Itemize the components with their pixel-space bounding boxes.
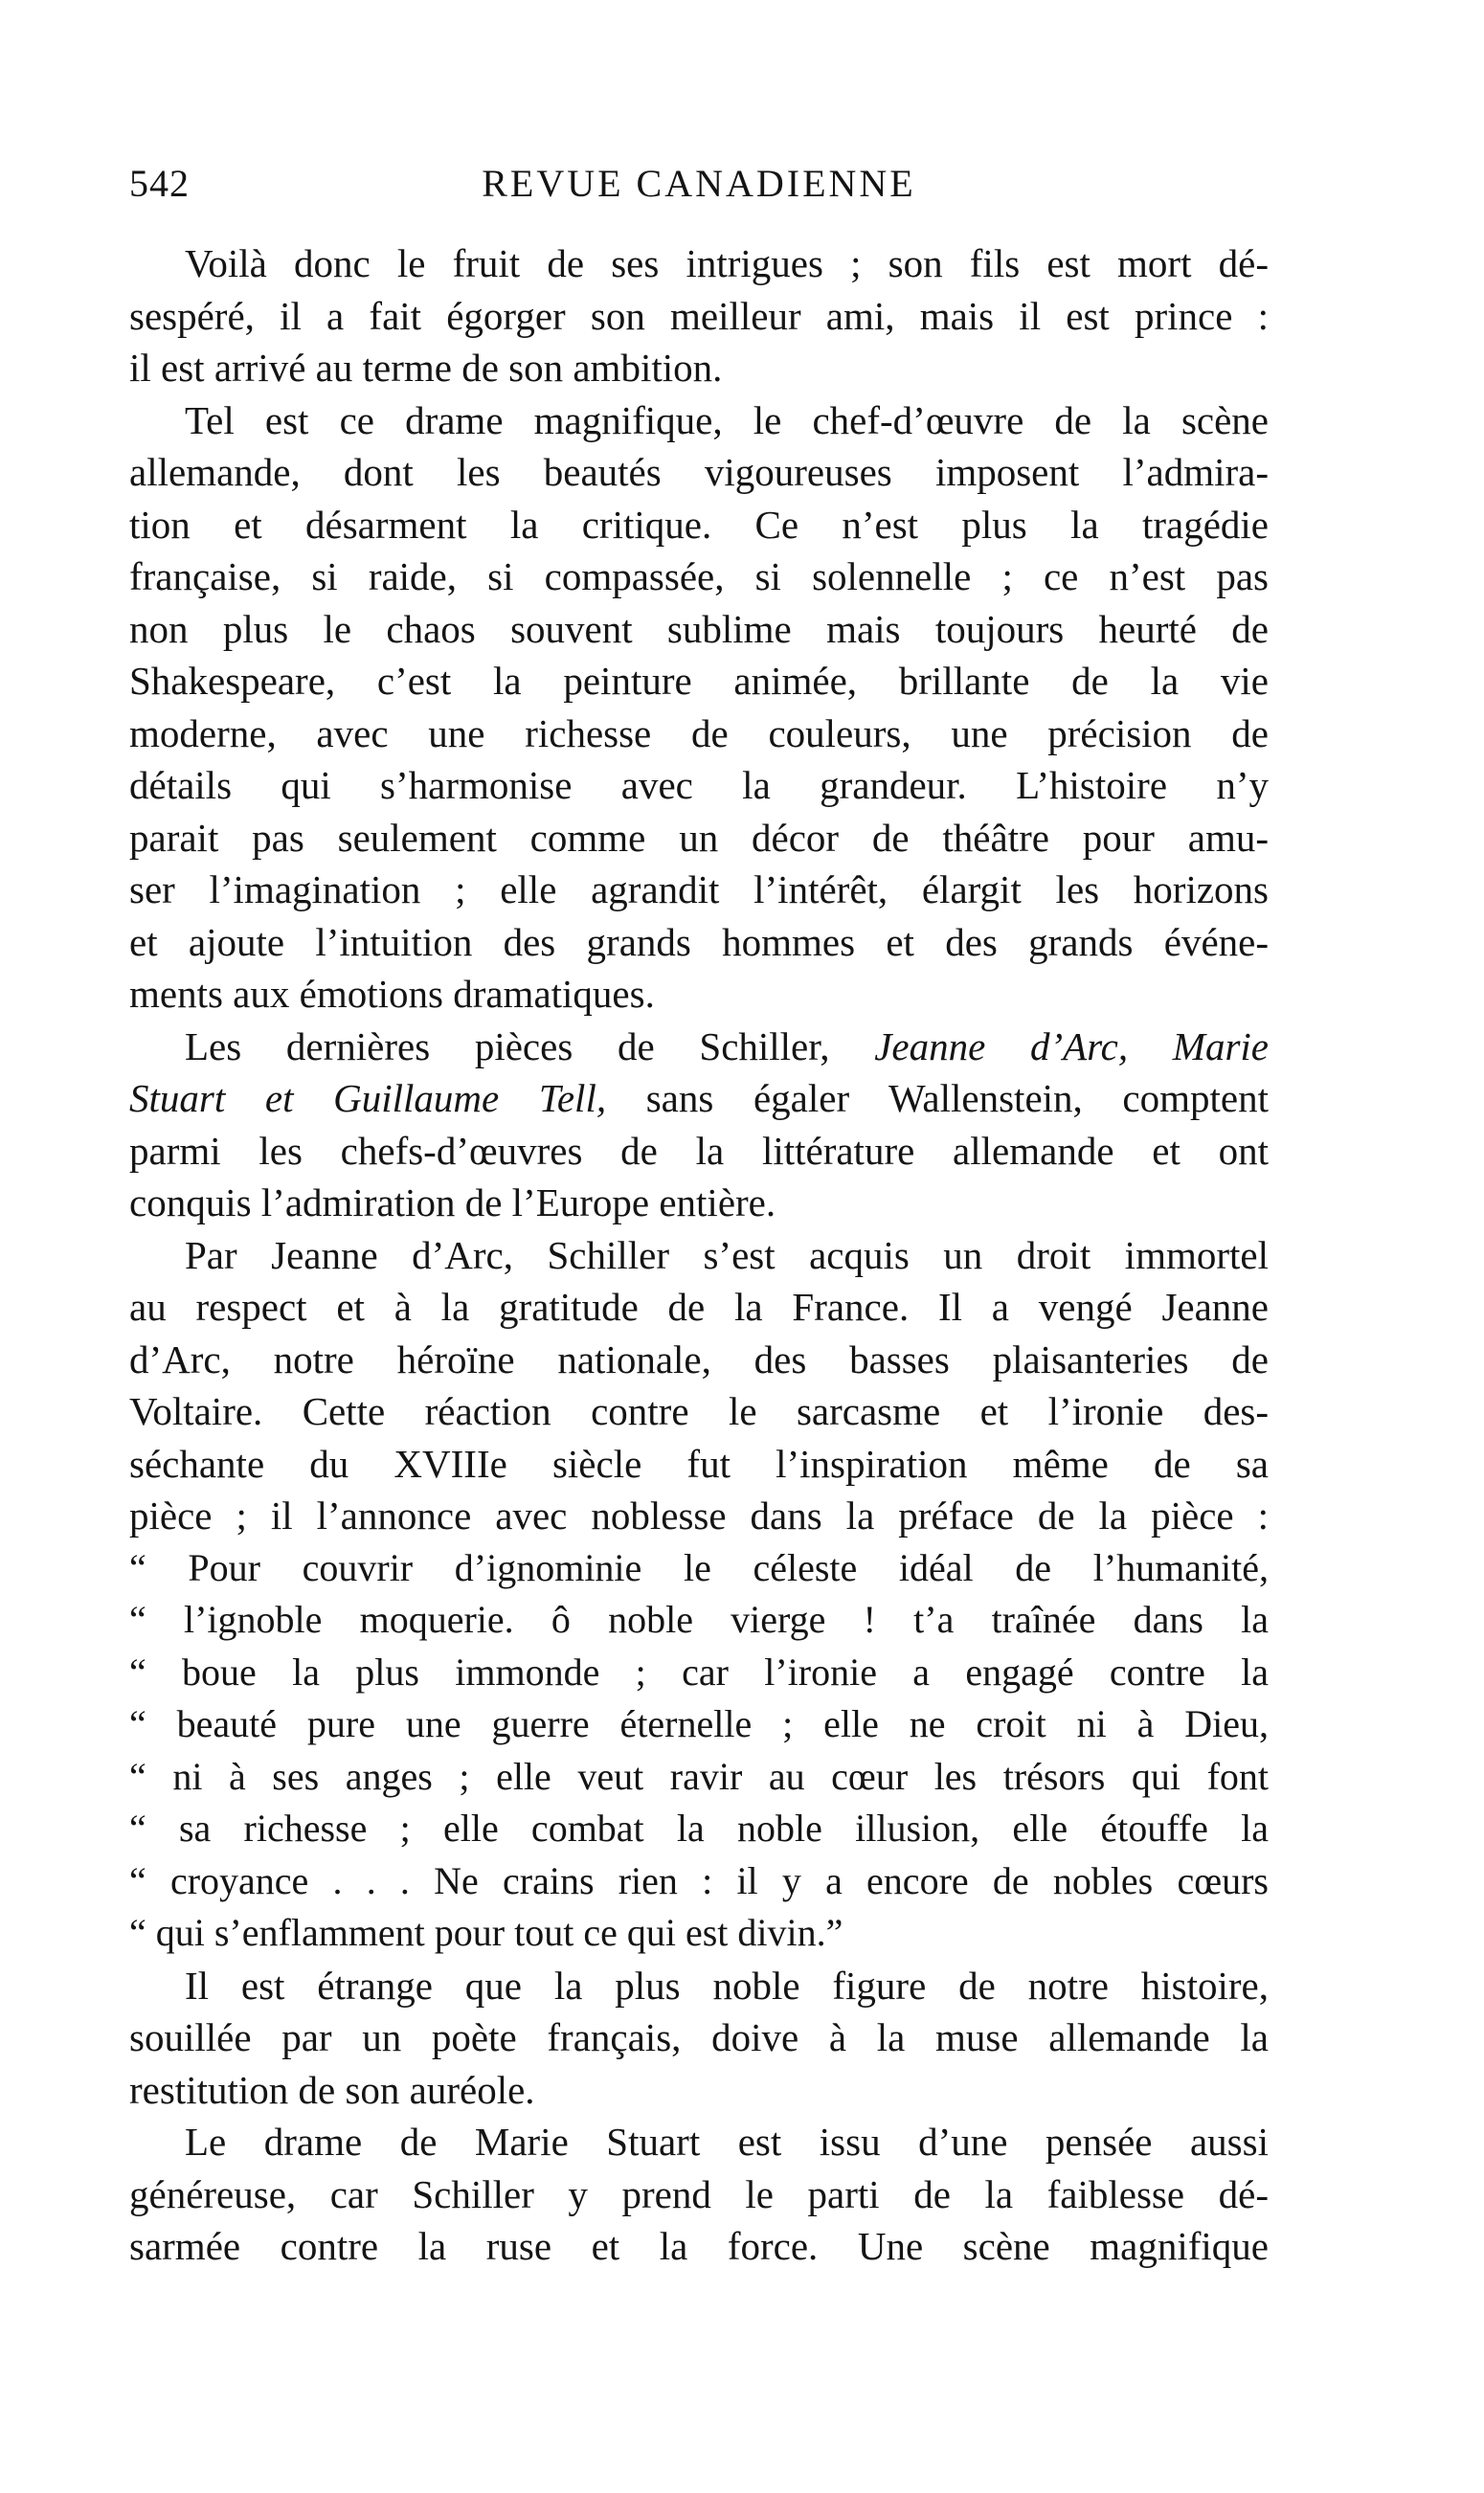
- text-segment: sans égaler Wallenstein, comptent: [606, 1076, 1269, 1120]
- text-line: non plus le chaos souvent sublime mais toujours heurté de: [129, 606, 1269, 651]
- quote-line: “ beauté pure une guerre éternelle ; elle ne croit ni à Dieu,: [129, 1702, 1269, 1745]
- running-head: REVUE CANADIENNE: [482, 162, 916, 205]
- quote-line: “ qui s’enflamment pour tout ce qui est divin.”: [129, 1911, 843, 1954]
- text-line: parmi les chefs-d’œuvres de la littérature allemande et ont: [129, 1128, 1269, 1173]
- text-line: séchante du XVIIIe siècle fut l’inspiration même de sa: [129, 1441, 1269, 1486]
- quote-line: “ sa richesse ; elle combat la noble illusion, elle étouffe la: [129, 1807, 1269, 1850]
- quote-line: “ l’ignoble moquerie. ô noble vierge ! t’a traînée dans la: [129, 1598, 1269, 1641]
- text-line: et ajoute l’intuition des grands hommes et des grands événe-: [129, 919, 1269, 964]
- quote-line: “ ni à ses anges ; elle veut ravir au cœur les trésors qui font: [129, 1754, 1269, 1798]
- text-line: restitution de son auréole.: [129, 2067, 535, 2112]
- text-line: conquis l’admiration de l’Europe entière.: [129, 1180, 776, 1224]
- text-line: détails qui s’harmonise avec la grandeur. L’histoire n’y: [129, 763, 1269, 807]
- text-line: Voltaire. Cette réaction contre le sarcasme et l’ironie des-: [129, 1389, 1269, 1433]
- page-header: [129, 161, 1269, 218]
- text-line: au respect et à la gratitude de la France. Il a vengé Jeanne: [129, 1285, 1269, 1329]
- text-line: [129, 1072, 1269, 1125]
- text-line: sarmée contre la ruse et la force. Une scène magnifique: [129, 2224, 1269, 2268]
- text-line: Il est étrange que la plus noble figure de notre histoire,: [185, 1963, 1269, 2008]
- text-line: moderne, avec une richesse de couleurs, une précision de: [129, 710, 1269, 755]
- text-segment: Les dernières pièces de Schiller,: [185, 1023, 875, 1068]
- text-line: Voilà donc le fruit de ses intrigues ; son fils est mort dé-: [185, 241, 1269, 285]
- quote-line: “ boue la plus immonde ; car l’ironie a engagé contre la: [129, 1650, 1269, 1694]
- text-line: Le drame de Marie Stuart est issu d’une pensée aussi: [185, 2120, 1269, 2164]
- text-line: Shakespeare, c’est la peinture animée, brillante de la vie: [129, 659, 1269, 703]
- quote-line: “ Pour couvrir d’ignominie le céleste idéal de l’humanité,: [129, 1545, 1269, 1589]
- text-line: ser l’imagination ; elle agrandit l’intérêt, élargit les horizons: [129, 867, 1269, 911]
- italic-title: Jeanne d’Arc, Marie: [874, 1023, 1269, 1068]
- text-line: parait pas seulement comme un décor de théâtre pour amu-: [129, 815, 1269, 860]
- text-line: sespéré, il a fait égorger son meilleur ami, mais il est prince :: [129, 293, 1269, 338]
- text-line: [129, 1021, 1269, 1073]
- body-text: [129, 237, 1269, 2273]
- text-line: souillée par un poète français, doive à la muse allemande la: [129, 2015, 1269, 2059]
- text-line: d’Arc, notre héroïne nationale, des basses plaisanteries de: [129, 1336, 1269, 1381]
- text-line: généreuse, car Schiller y prend le parti de la faiblesse dé-: [129, 2171, 1269, 2216]
- italic-title: Stuart et Guillaume Tell,: [129, 1076, 607, 1120]
- text-line: Par Jeanne d’Arc, Schiller s’est acquis un droit immortel: [185, 1232, 1269, 1277]
- text-line: allemande, dont les beautés vigoureuses imposent l’admira-: [129, 450, 1269, 494]
- text-line: française, si raide, si compassée, si solennelle ; ce n’est pas: [129, 554, 1269, 598]
- text-line: tion et désarment la critique. Ce n’est plus la tragédie: [129, 502, 1269, 547]
- page-number: 542: [129, 162, 190, 205]
- text-line: il est arrivé au terme de son ambition.: [129, 346, 723, 390]
- quote-line: “ croyance . . . Ne crains rien : il y a encore de nobles cœurs: [129, 1858, 1269, 1902]
- text-line: pièce ; il l’annonce avec noblesse dans la préface de la pièce :: [129, 1494, 1269, 1538]
- text-line: ments aux émotions dramatiques.: [129, 972, 655, 1016]
- text-line: Tel est ce drame magnifique, le chef-d’œuvre de la scène: [185, 397, 1269, 442]
